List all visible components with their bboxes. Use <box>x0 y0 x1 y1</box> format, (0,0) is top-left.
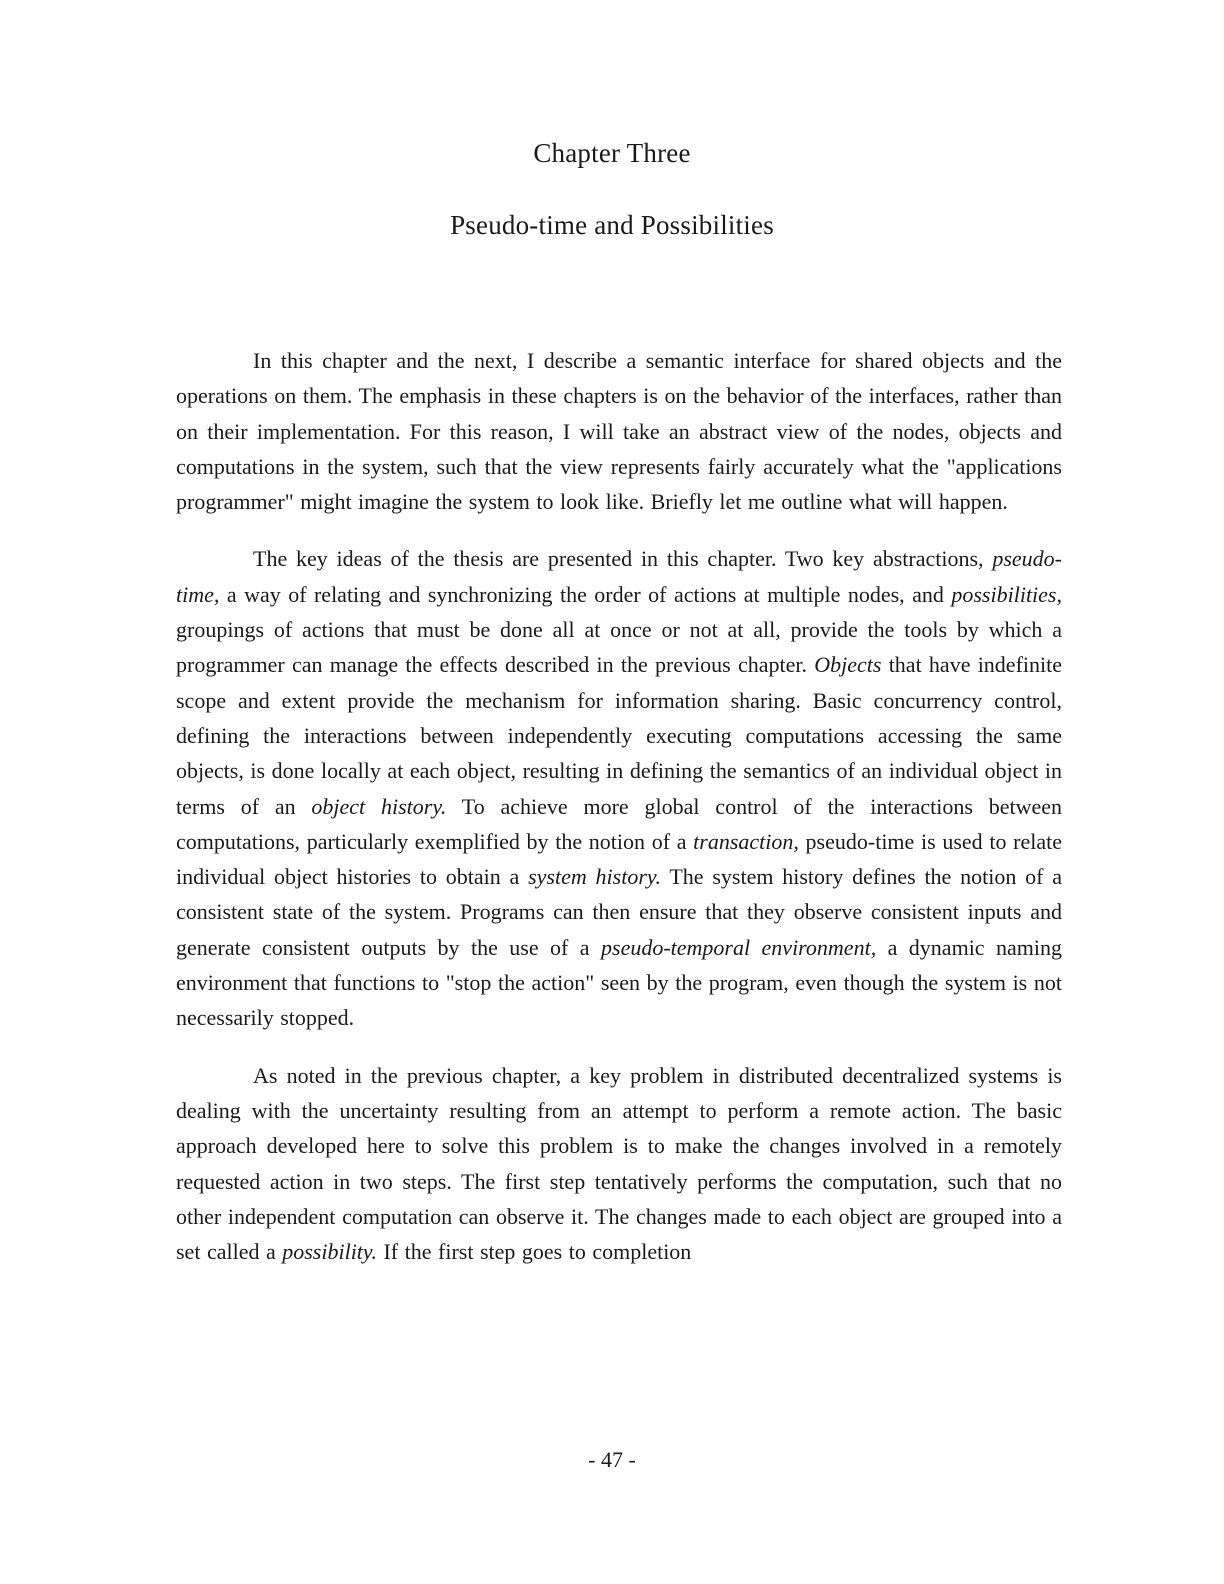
italic-term: system history. <box>528 864 661 890</box>
paragraph <box>176 1058 1062 1270</box>
body-text <box>176 343 1062 1269</box>
italic-term: Objects <box>814 652 882 678</box>
page-number: - 47 - <box>588 1447 636 1472</box>
chapter-number-heading: Chapter Three <box>533 138 691 168</box>
text-run: that have indefinite scope and extent provide the mechanism for information sharing. Basic concurrency control, defining the interactions between independently executing computations accessing the same objects, is done locally at each object, resulting in defining the semantics of an individual object in terms of an <box>176 652 1062 819</box>
text-run: groupings of actions that must be done all at once or not at all, provide the tools by which a programmer can manage the effects described in the previous chapter. <box>176 617 1062 678</box>
text-run: If the first step goes to completion <box>376 1239 692 1265</box>
paragraph <box>176 343 1062 519</box>
chapter-title-heading: Pseudo-time and Possibilities <box>450 210 774 240</box>
text-run: a dynamic naming environment that functions to "stop the action" seen by the program, even though the system is not necessarily stopped. <box>176 934 1062 1031</box>
italic-term: pseudo-temporal environment, <box>601 934 877 960</box>
text-run: In this chapter and the next, I describe a semantic interface for shared objects and the operations on them. The emphasis in these chapters is on the behavior of the interfaces, rather than on their implementation. For this reason, I will take an abstract view of the nodes, objects and computations in the system, such that the view represents fairly accurately what the "applications programmer" might imagine the system to look like. Briefly let me outline what will happen. <box>176 348 1062 515</box>
italic-term: transaction, <box>693 828 799 854</box>
paragraph <box>176 541 1062 1035</box>
text-run: The system history defines the notion of a consistent state of the system. Programs can then ensure that they observe consistent inputs and generate consistent outputs by the use of a <box>176 864 1062 960</box>
text-run: a way of relating and synchronizing the order of actions at multiple nodes, and <box>219 581 952 607</box>
italic-term: object history. <box>311 793 447 819</box>
text-run: To achieve more global control of the interactions between computations, particularly exemplified by the notion of a <box>176 793 1062 854</box>
text-run: As noted in the previous chapter, a key problem in distributed decentralized systems is dealing with the uncertainty resulting from an attempt to perform a remote action. The basic approach developed here to solve this problem is to make the changes involved in a remotely requested action in two steps. The first step tentatively performs the computation, such that no other independent computation can observe it. The changes made to each object are grouped into a set called a <box>176 1062 1062 1265</box>
italic-term: possibilities, <box>951 581 1062 607</box>
text-run: pseudo-time is used to relate individual object histories to obtain a <box>176 828 1062 890</box>
text-run: The key ideas of the thesis are presented in this chapter. Two key abstractions, <box>253 546 993 572</box>
italic-term: possibility. <box>282 1239 377 1265</box>
italic-term: pseudo-time, <box>176 546 1062 607</box>
